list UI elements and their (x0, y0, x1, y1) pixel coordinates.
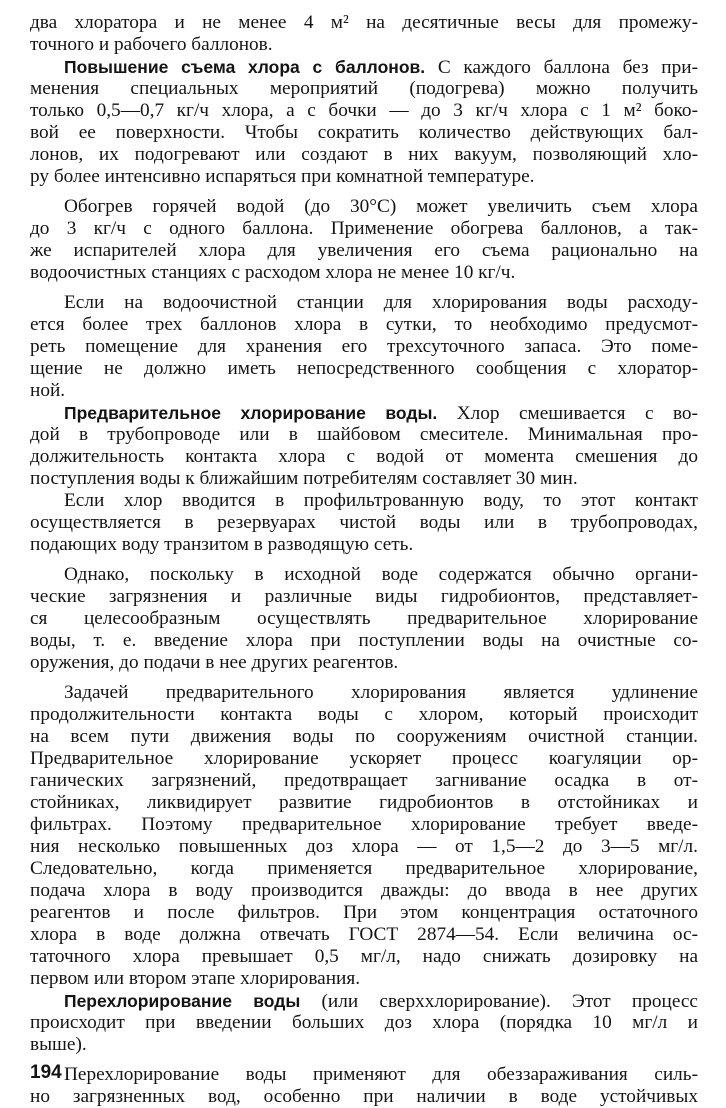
document-page (30, 12, 698, 1108)
line-text: на всем пути движения воды по сооружениям очистной станции. (30, 726, 698, 747)
text-line (30, 586, 698, 608)
text-line (30, 630, 698, 652)
section-heading: Перехлорирование воды (64, 991, 301, 1011)
line-text: Если на водоочистной станции для хлорирования воды расходу- (64, 292, 698, 313)
text-line (30, 748, 698, 770)
line-text: ния несколько повышенных доз хлора — от 1,5—2 до 3—5 мг/л. (30, 836, 698, 857)
text-line (30, 836, 698, 858)
line-text: поступления воды к ближайшим потребителям составляет 30 мин. (30, 468, 578, 489)
line-text: фильтрах. Поэтому предварительное хлорирование требует введе- (30, 814, 698, 835)
line-text: осуществляется в резервуарах чистой воды или в трубопроводах, (30, 512, 698, 533)
line-text: реагентов и после фильтров. При этом концентрация остаточного (30, 902, 698, 923)
text-line (30, 704, 698, 726)
line-text: продолжительности контакта воды с хлором, который происходит (30, 704, 698, 725)
line-text: ной. (30, 380, 66, 401)
text-line (30, 924, 698, 946)
line-text: таточного хлора превышает 0,5 мг/л, надо снижать дозировку на (30, 946, 698, 967)
section-heading: Предварительное хлорирование воды. (64, 403, 438, 423)
line-text: (или сверххлорирование). Этот процесс (300, 991, 698, 1012)
line-text: Задачей предварительного хлорирования является удлинение (64, 682, 698, 703)
line-text: ся целесообразным осуществлять предварительное хлорирование (30, 608, 698, 629)
line-text: Следовательно, когда применяется предварительное хлорирование, (30, 858, 698, 879)
paragraph-gap (30, 674, 698, 682)
text-line (30, 968, 698, 990)
text-line (30, 144, 698, 166)
text-line (30, 608, 698, 630)
line-text: ру более интенсивно испаряться при комнатной температуре. (30, 166, 535, 187)
paragraph-gap (30, 284, 698, 292)
text-line (30, 990, 698, 1012)
text-line (30, 402, 698, 424)
text-line (30, 218, 698, 240)
text-line (30, 534, 698, 556)
text-line (30, 314, 698, 336)
line-text: хлора в воде должна отвечать ГОСТ 2874—54. Если величина ос- (30, 924, 698, 945)
text-line (30, 56, 698, 78)
text-line (30, 78, 698, 100)
line-text: щение не должно иметь непосредственного сообщения с хлоратор- (30, 358, 698, 379)
text-line (30, 682, 698, 704)
text-line (30, 652, 698, 674)
line-text: точного и рабочего баллонов. (30, 34, 273, 55)
line-text: подающих воду транзитом в разводящую сеть. (30, 534, 414, 555)
text-line (30, 512, 698, 534)
paragraph-gap (30, 1056, 698, 1064)
text-line (30, 1012, 698, 1034)
line-text: два хлоратора и не менее 4 м² на десятичные весы для промежу- (30, 12, 698, 33)
line-text: вой ее поверхности. Чтобы сократить количество действующих бал- (30, 122, 698, 143)
text-line (30, 240, 698, 262)
paragraph-gap (30, 556, 698, 564)
line-text: ется более трех баллонов хлора в сутки, то необходимо предусмот- (30, 314, 698, 335)
text-line (30, 792, 698, 814)
text-line (30, 196, 698, 218)
line-text: Предварительное хлорирование ускоряет процесс коагуляции ор- (30, 748, 698, 769)
text-line (30, 858, 698, 880)
line-text: Перехлорирование воды применяют для обеззараживания силь- (64, 1064, 698, 1085)
line-text: водоочистных станциях с расходом хлора не менее 10 кг/ч. (30, 262, 516, 283)
line-text: происходит при введении больших доз хлора (порядка 10 мг/л и (30, 1012, 698, 1033)
text-line (30, 468, 698, 490)
line-text: выше). (30, 1034, 87, 1055)
section-heading: Повышение съема хлора с баллонов. (64, 57, 426, 77)
paragraph-gap (30, 188, 698, 196)
line-text: подача хлора в воду производится дважды: до ввода в нее других (30, 880, 698, 901)
line-text: стойниках, ликвидирует развитие гидробионтов в отстойниках и (30, 792, 698, 813)
line-text: Хлор смешивается с во- (437, 403, 698, 424)
text-line (30, 726, 698, 748)
line-text: до 3 кг/ч с одного баллона. Применение обогрева баллонов, а так- (30, 218, 698, 239)
text-line (30, 336, 698, 358)
text-line (30, 880, 698, 902)
text-line (30, 122, 698, 144)
line-text: первом или втором этапе хлорирования. (30, 968, 361, 989)
text-line (30, 1064, 698, 1086)
line-text: но загрязненных вод, особенно при наличии в воде устойчивых (30, 1086, 698, 1107)
line-text: Обогрев горячей водой (до 30°С) может увеличить съем хлора (64, 196, 698, 217)
line-text: ческие загрязнения и различные виды гидробионтов, представляет- (30, 586, 698, 607)
text-line (30, 814, 698, 836)
text-line (30, 770, 698, 792)
text-line (30, 34, 698, 56)
text-line (30, 358, 698, 380)
text-line (30, 166, 698, 188)
text-line (30, 1034, 698, 1056)
line-text: лонов, их подогревают или создают в них вакуум, позволяющий хло- (30, 144, 698, 165)
text-line (30, 902, 698, 924)
line-text: ганических загрязнений, предотвращает загнивание осадка в от- (30, 770, 698, 791)
text-line (30, 380, 698, 402)
page-number: 194 (30, 1062, 62, 1083)
text-line (30, 424, 698, 446)
line-text: только 0,5—0,7 кг/ч хлора, а с бочки — до 3 кг/ч хлора с 1 м² боко- (30, 100, 698, 121)
text-line (30, 100, 698, 122)
text-line (30, 564, 698, 586)
line-text: же испарителей хлора для увеличения его съема рационально на (30, 240, 698, 261)
line-text: дой в трубопроводе или в шайбовом смесителе. Минимальная про- (30, 424, 698, 445)
text-line (30, 262, 698, 284)
line-text: реть помещение для хранения его трехсуточного запаса. Это поме- (30, 336, 698, 357)
text-line (30, 12, 698, 34)
line-text: оружения, до подачи в нее других реагентов. (30, 652, 399, 673)
text-line (30, 946, 698, 968)
text-line (30, 446, 698, 468)
line-text: менения специальных мероприятий (подогрева) можно получить (30, 78, 698, 99)
text-line (30, 490, 698, 512)
line-text: воды, т. е. введение хлора при поступлении воды на очистные со- (30, 630, 698, 651)
line-text: С каждого баллона без при- (425, 57, 698, 78)
line-text: Однако, поскольку в исходной воде содержатся обычно органи- (64, 564, 698, 585)
text-line (30, 292, 698, 314)
line-text: Если хлор вводится в профильтрованную воду, то этот контакт (64, 490, 698, 511)
text-line (30, 1086, 698, 1108)
line-text: должительность контакта хлора с водой от момента смешения до (30, 446, 698, 467)
